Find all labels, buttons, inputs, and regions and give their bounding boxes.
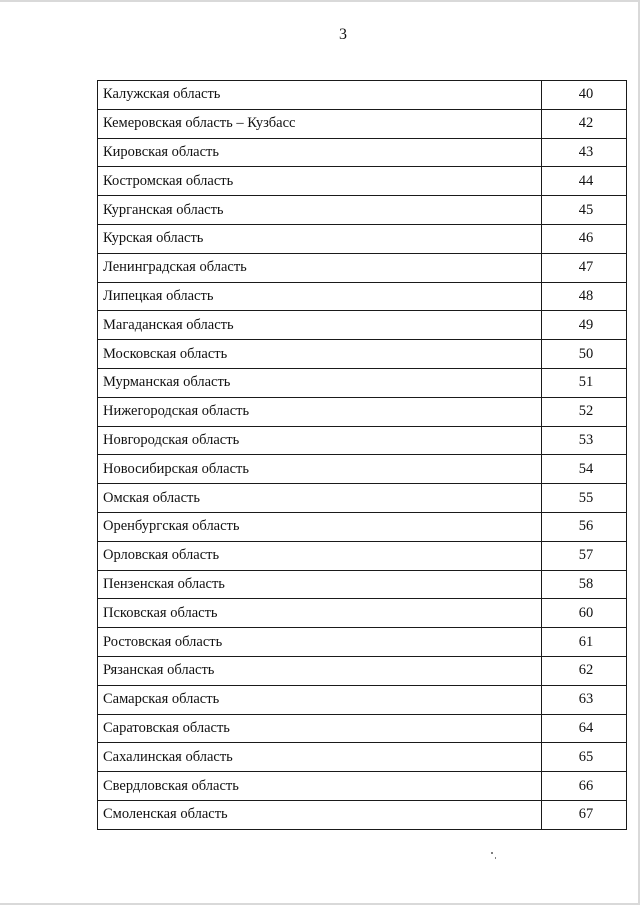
region-name: Кемеровская область – Кузбасс <box>98 109 542 138</box>
region-name: Ростовская область <box>98 628 542 657</box>
region-name: Нижегородская область <box>98 397 542 426</box>
table-row <box>98 772 627 801</box>
table-row <box>98 397 627 426</box>
table-row <box>98 81 627 110</box>
page-ref: 55 <box>542 484 627 513</box>
region-name: Оренбургская область <box>98 512 542 541</box>
page-ref: 54 <box>542 455 627 484</box>
region-name: Ленинградская область <box>98 253 542 282</box>
page-ref: 60 <box>542 599 627 628</box>
page-ref: 56 <box>542 512 627 541</box>
table-row <box>98 253 627 282</box>
table-row <box>98 224 627 253</box>
table-row <box>98 685 627 714</box>
page-ref: 52 <box>542 397 627 426</box>
region-name: Пензенская область <box>98 570 542 599</box>
page-ref: 42 <box>542 109 627 138</box>
table-row <box>98 109 627 138</box>
table-row <box>98 196 627 225</box>
table-row <box>98 570 627 599</box>
region-name: Самарская область <box>98 685 542 714</box>
page-ref: 47 <box>542 253 627 282</box>
region-name: Саратовская область <box>98 714 542 743</box>
table-row <box>98 282 627 311</box>
page-ref: 48 <box>542 282 627 311</box>
page-ref: 53 <box>542 426 627 455</box>
region-name: Свердловская область <box>98 772 542 801</box>
table-row <box>98 743 627 772</box>
table-row <box>98 714 627 743</box>
region-name: Курская область <box>98 224 542 253</box>
page-ref: 57 <box>542 541 627 570</box>
region-name: Псковская область <box>98 599 542 628</box>
table-row <box>98 599 627 628</box>
table-row <box>98 656 627 685</box>
table-row <box>98 340 627 369</box>
table-row <box>98 800 627 829</box>
table-row <box>98 138 627 167</box>
region-name: Мурманская область <box>98 368 542 397</box>
region-name: Сахалинская область <box>98 743 542 772</box>
page-ref: 64 <box>542 714 627 743</box>
page-ref: 44 <box>542 167 627 196</box>
contents-table <box>97 80 627 830</box>
page-ref: 50 <box>542 340 627 369</box>
page-ref: 49 <box>542 311 627 340</box>
region-name: Курганская область <box>98 196 542 225</box>
region-name: Костромская область <box>98 167 542 196</box>
region-name: Московская область <box>98 340 542 369</box>
scan-speck <box>491 852 493 854</box>
page-ref: 40 <box>542 81 627 110</box>
region-name: Рязанская область <box>98 656 542 685</box>
page-ref: 45 <box>542 196 627 225</box>
table-row <box>98 512 627 541</box>
table-row <box>98 368 627 397</box>
page-ref: 66 <box>542 772 627 801</box>
table-row <box>98 628 627 657</box>
page-ref: 46 <box>542 224 627 253</box>
page-ref: 62 <box>542 656 627 685</box>
region-name: Омская область <box>98 484 542 513</box>
page-ref: 65 <box>542 743 627 772</box>
region-name: Липецкая область <box>98 282 542 311</box>
table-row <box>98 455 627 484</box>
page-ref: 67 <box>542 800 627 829</box>
scan-edge-top <box>0 0 640 2</box>
region-name: Новосибирская область <box>98 455 542 484</box>
region-name: Магаданская область <box>98 311 542 340</box>
region-name: Кировская область <box>98 138 542 167</box>
page-ref: 61 <box>542 628 627 657</box>
contents-table-body <box>98 81 627 830</box>
table-row <box>98 541 627 570</box>
region-name: Орловская область <box>98 541 542 570</box>
page-ref: 51 <box>542 368 627 397</box>
region-name: Новгородская область <box>98 426 542 455</box>
table-row <box>98 426 627 455</box>
page-ref: 43 <box>542 138 627 167</box>
page-ref: 58 <box>542 570 627 599</box>
page-number: 3 <box>339 26 347 43</box>
table-row <box>98 167 627 196</box>
table-row <box>98 311 627 340</box>
scan-speck <box>495 857 496 859</box>
page-ref: 63 <box>542 685 627 714</box>
region-name: Калужская область <box>98 81 542 110</box>
table-row <box>98 484 627 513</box>
region-name: Смоленская область <box>98 800 542 829</box>
